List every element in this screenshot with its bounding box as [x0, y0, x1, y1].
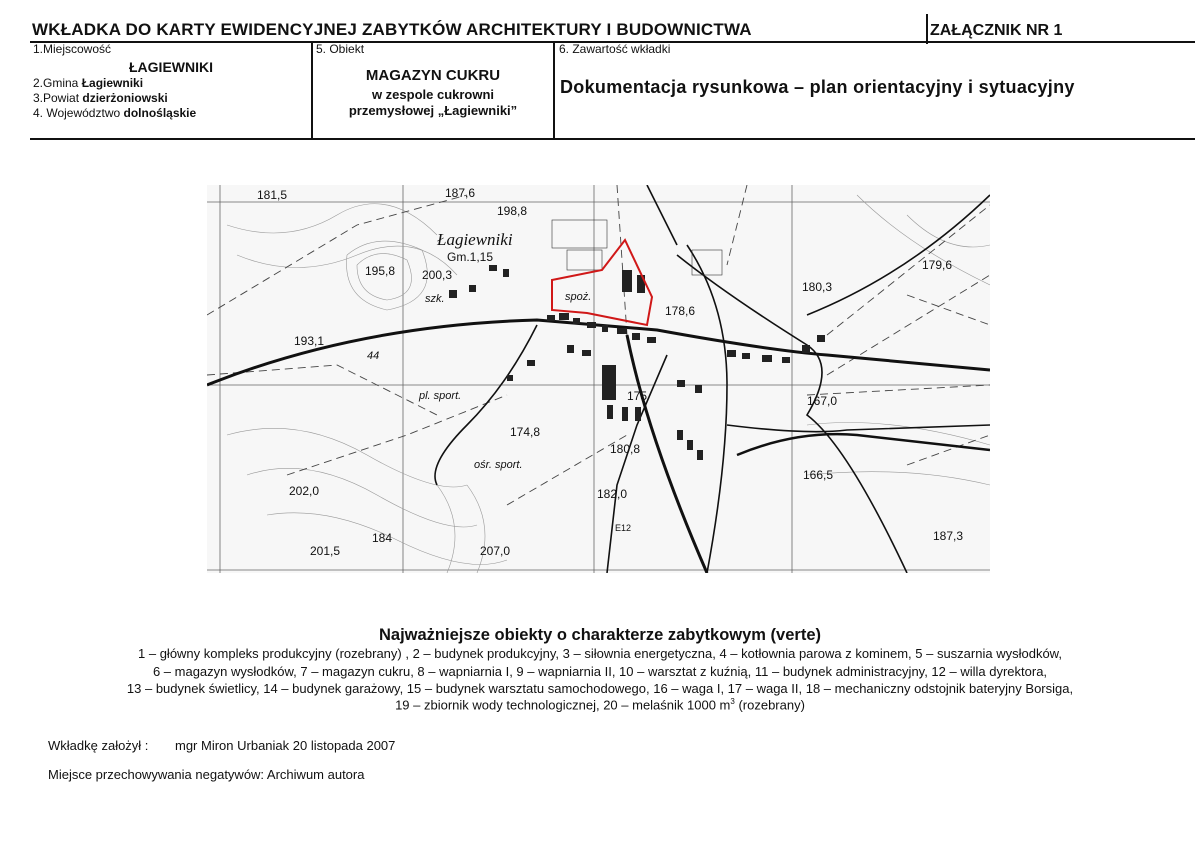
- map-label: 180,3: [802, 280, 833, 294]
- object-name: MAGAZYN CUKRU: [365, 67, 501, 84]
- map-label: 180,8: [610, 442, 641, 456]
- header-divider: [926, 14, 928, 44]
- field-commune: 2.Gmina Łagiewniki: [33, 76, 144, 90]
- map-label: 175: [627, 389, 648, 403]
- map-label: 167,0: [807, 394, 838, 408]
- map-label: 193,1: [294, 334, 325, 348]
- map-label: 187,3: [933, 529, 964, 543]
- map-label: 198,8: [497, 204, 528, 218]
- map-label: 44: [367, 350, 380, 362]
- map-label: 178,6: [665, 304, 696, 318]
- field-object-label: 5. Obiekt: [316, 42, 365, 56]
- map-label: pl. sport.: [419, 390, 462, 402]
- field-voivodeship: 4. Województwo dolnośląskie: [33, 106, 197, 120]
- map-label: 174,8: [510, 425, 541, 439]
- map-label: 201,5: [310, 544, 341, 558]
- map-label: 182,0: [597, 487, 628, 501]
- field-locality-value: ŁAGIEWNIKI: [129, 59, 213, 75]
- object-context-line1: w zespole cukrowni: [371, 87, 495, 102]
- map-label: 181,5: [257, 188, 288, 202]
- object-context-line2: przemysłowej „Łagiewniki”: [348, 103, 518, 118]
- map-place-name: Łagiewniki: [437, 230, 513, 249]
- map-label: 166,5: [803, 468, 834, 482]
- author-value: mgr Miron Urbaniak 20 listopada 2007: [175, 738, 396, 753]
- orientation-map: [207, 185, 990, 573]
- legend-line-3: 13 – budynek świetlicy, 14 – budynek garażowy, 15 – budynek warsztatu samochodowego, 16 – waga I, 17 – waga II, 18 – mechaniczny odstojnik bateryjny Borsiga,: [126, 681, 1074, 696]
- contents-value: Dokumentacja rysunkowa – plan orientacyjny i sytuacyjny: [560, 77, 1075, 97]
- map-label: ośr. sport.: [474, 459, 523, 471]
- map-label: 184: [372, 531, 393, 545]
- map-label: 187,6: [445, 186, 476, 200]
- legend-line-4: 19 – zbiornik wody technologicznej, 20 – melaśnik 1000 $m^3$ (rozebrany): [395, 697, 805, 713]
- map-label: 207,0: [480, 544, 511, 558]
- field-county: 3.Powiat dzierżoniowski: [33, 91, 168, 105]
- legend-line-1: 1 – główny kompleks produkcyjny (rozebrany) , 2 – budynek produkcyjny, 3 – siłownia energetyczna, 4 – kotłownia parowa z kominem, 5 – suszarnia wysłodków,: [138, 646, 1062, 661]
- map-label: 195,8: [365, 264, 396, 278]
- map-label: 202,0: [289, 484, 320, 498]
- legend-title: Najważniejsze obiekty o charakterze zabytkowym (verte): [378, 626, 821, 644]
- author-label: Wkładkę założył :: [48, 738, 149, 753]
- map-label: spoż.: [565, 291, 592, 303]
- field-contents-label: 6. Zawartość wkładki: [559, 42, 671, 56]
- legend-line-2: 6 – magazyn wysłodków, 7 – magazyn cukru, 8 – wapniarnia I, 9 – wapniarnia II, 10 – warsztat z kuźnią, 11 – budynek administracyjny, 12 – willa dyrektora,: [152, 664, 1048, 679]
- document-title: WKŁADKA DO KARTY EWIDENCYJNEJ ZABYTKÓW ARCHITEKTURY I BUDOWNICTWA: [32, 20, 752, 39]
- map-label: Gm.1,15: [447, 250, 494, 264]
- field-locality-label: 1.Miejscowość: [33, 42, 112, 56]
- annex-number: ZAŁĄCZNIK NR 1: [930, 22, 1063, 39]
- column-divider-2: [553, 42, 555, 139]
- map-label: E12: [615, 523, 632, 533]
- negatives-storage: Miejsce przechowywania negatywów: Archiwum autora: [48, 767, 365, 782]
- fields-bottom-rule: [30, 138, 1195, 140]
- map-label: 179,6: [922, 258, 953, 272]
- map-label: szk.: [425, 293, 445, 305]
- map-label: 200,3: [422, 268, 453, 282]
